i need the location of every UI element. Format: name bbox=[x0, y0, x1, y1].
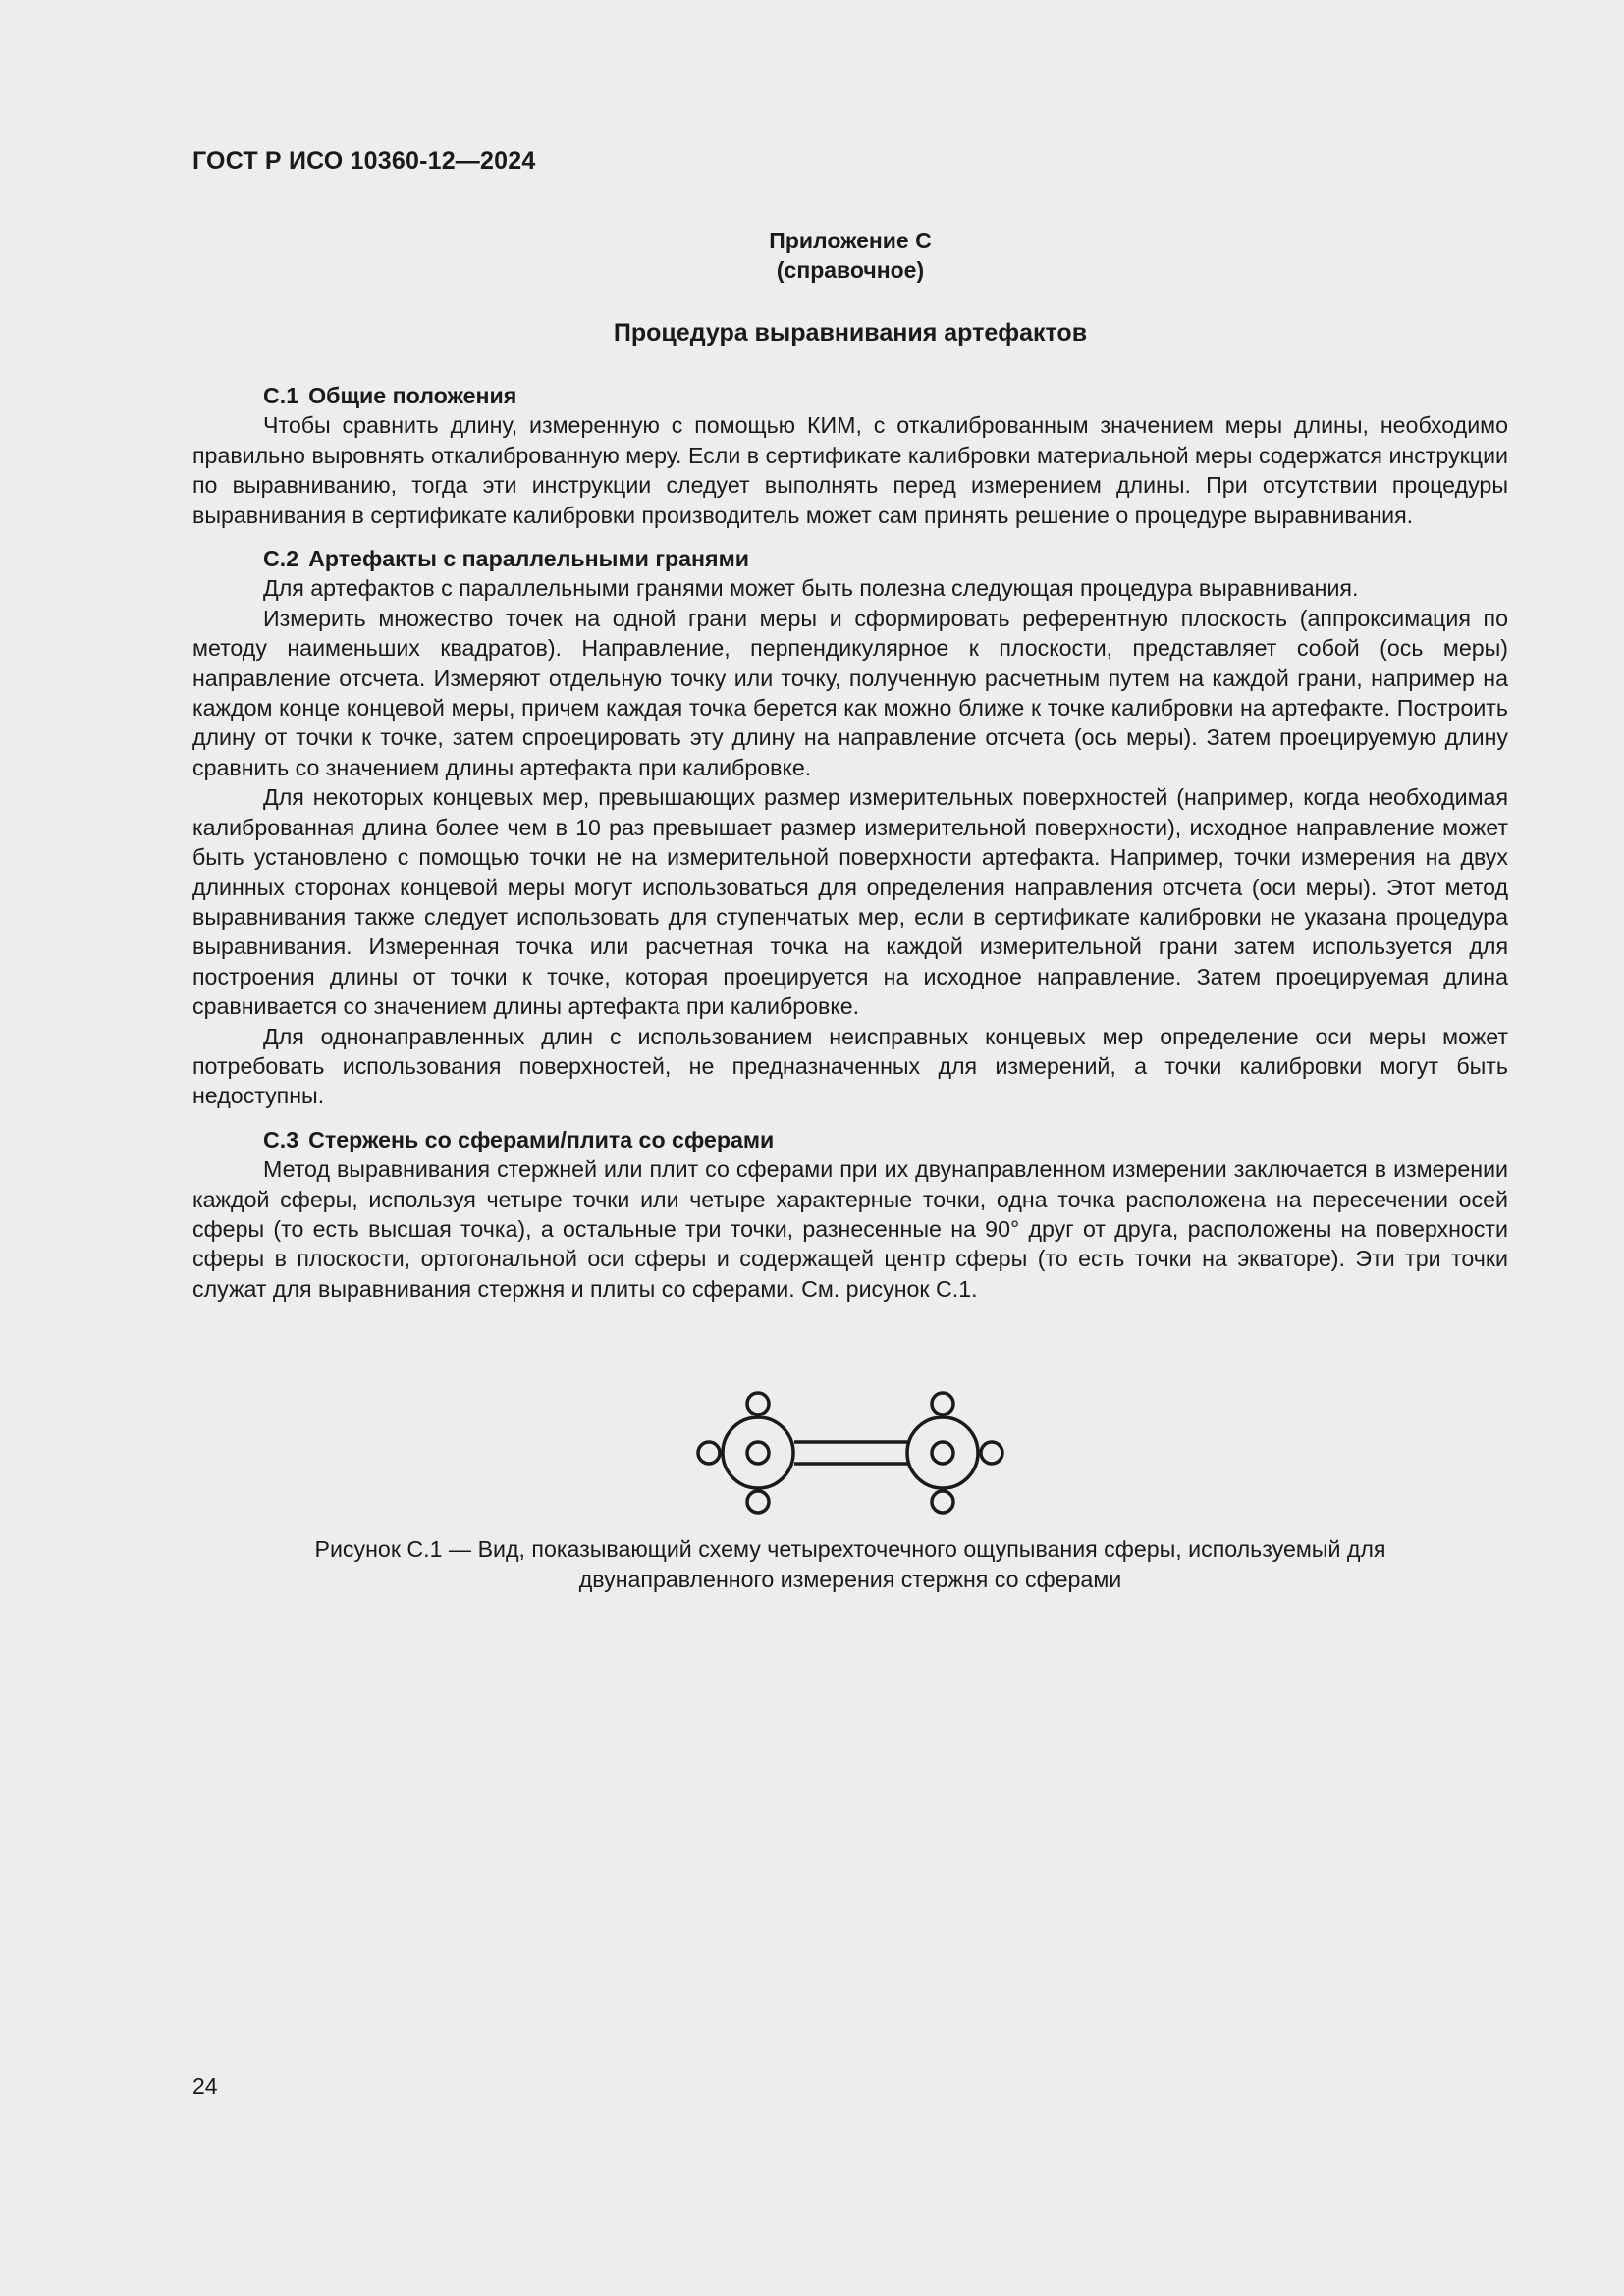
page-number: 24 bbox=[192, 2073, 218, 2099]
right-probe-point-top bbox=[932, 1393, 953, 1415]
annex-title: Процедура выравнивания артефактов bbox=[613, 319, 1088, 347]
ball-bar-diagram bbox=[687, 1384, 1011, 1522]
section-heading-c1 bbox=[192, 381, 1508, 410]
left-probe-point-bottom bbox=[747, 1491, 769, 1513]
right-sphere bbox=[907, 1417, 978, 1488]
section-heading-c3 bbox=[192, 1125, 1508, 1154]
section-title: Общие положения bbox=[308, 383, 517, 408]
paragraph: Для артефактов с параллельными гранями может быть полезна следующая процедура выравнивания. bbox=[263, 575, 1359, 602]
paragraph: Метод выравнивания стержней или плит со сферами при их двунаправленном измерении заключается в измерении каждой сферы, используя четыре точки или четыре характерные точки, одна точка расположена на пересечении осей сферы (то есть высшая точка), а остальные три точки, разнесенные на 90° друг от друга, расположены на поверхности сферы в плоскости, ортогональной оси сферы и содержащей центр сферы (то есть точки на экваторе). Эти три точки служат для выравнивания стержня и плиты со сферами. См. рисунок С.1. bbox=[192, 1156, 1508, 1302]
annex-label-block bbox=[192, 226, 1508, 285]
paragraph: Измерить множество точек на одной грани меры и сформировать референтную плоскость (аппроксимация по методу наименьших квадратов). Направление, перпендикулярное к плоскости, представляет собой (ось меры) направление отсчета. Измеряют отдельную точку или точку, полученную расчетным путем на каждой грани, например на каждом конце концевой меры, причем каждая точка берется как можно ближе к точке калибровки на артефакте. Построить длину от точки к точке, затем спроецировать эту длину на направление отсчета (ось меры). Затем проецируемую длину сравнить со значением длины артефакта при калибровке. bbox=[192, 605, 1508, 780]
right-probe-point-bottom bbox=[932, 1491, 953, 1513]
left-sphere bbox=[723, 1417, 793, 1488]
paragraph: Для некоторых концевых мер, превышающих размер измерительных поверхностей (например, когда необходимая калиброванная длина более чем в 10 раз превышает размер измерительной поверхности), исходное направление может быть установлено с помощью точки не на измерительной поверхности артефакта. Например, точки измерения на двух длинных сторонах концевой меры могут использоваться для определения направления отсчета (оси меры). Этот метод выравнивания также следует использовать для ступенчатых мер, если в сертификате калибровки не указана процедура выравнивания. Измеренная точка или расчетная точка на каждой измерительной грани затем используется для построения длины от точки к точке, которая проецируется на исходное направление. Затем проецируемая длина сравнивается со значением длины артефакта при калибровке. bbox=[192, 784, 1508, 1020]
right-probe-point-side bbox=[981, 1442, 1002, 1464]
annex-body bbox=[192, 381, 1508, 1304]
section-heading-c2 bbox=[192, 544, 1508, 573]
section-number: С.1 bbox=[263, 383, 299, 408]
annex-kind: (справочное) bbox=[776, 257, 925, 283]
right-top-point bbox=[932, 1442, 953, 1464]
document-id-header: ГОСТ Р ИСО 10360-12—2024 bbox=[192, 147, 536, 175]
left-probe-point-top bbox=[747, 1393, 769, 1415]
paragraph: Для однонаправленных длин с использованием неисправных концевых мер определение оси меры может потребовать использования поверхностей, не предназначенных для измерений, а точки калибровки могут быть недоступны. bbox=[192, 1023, 1508, 1109]
section-number: С.3 bbox=[263, 1126, 299, 1152]
section-title: Стержень со сферами/плита со сферами bbox=[308, 1126, 775, 1152]
figure-caption-line: Рисунок С.1 — Вид, показывающий схему четырехточечного ощупывания сферы, используемый для bbox=[314, 1536, 1386, 1562]
figure-caption bbox=[192, 1534, 1508, 1595]
section-number: С.2 bbox=[263, 546, 299, 572]
left-top-point bbox=[747, 1442, 769, 1464]
annex-label: Приложение С bbox=[769, 228, 932, 253]
figure-caption-line: двунаправленного измерения стержня со сферами bbox=[578, 1567, 1122, 1592]
paragraph: Чтобы сравнить длину, измеренную с помощью КИМ, с откалиброванным значением меры длины, необходимо правильно выровнять откалиброванную меру. Если в сертификате калибровки материальной меры содержатся инструкции по выравниванию, тогда эти инструкции следует выполнять перед измерением длины. При отсутствии процедуры выравнивания в сертификате калибровки производитель может сам принять решение о процедуре выравнивания. bbox=[192, 412, 1508, 528]
left-probe-point-side bbox=[698, 1442, 720, 1464]
section-title: Артефакты с параллельными гранями bbox=[308, 546, 749, 572]
